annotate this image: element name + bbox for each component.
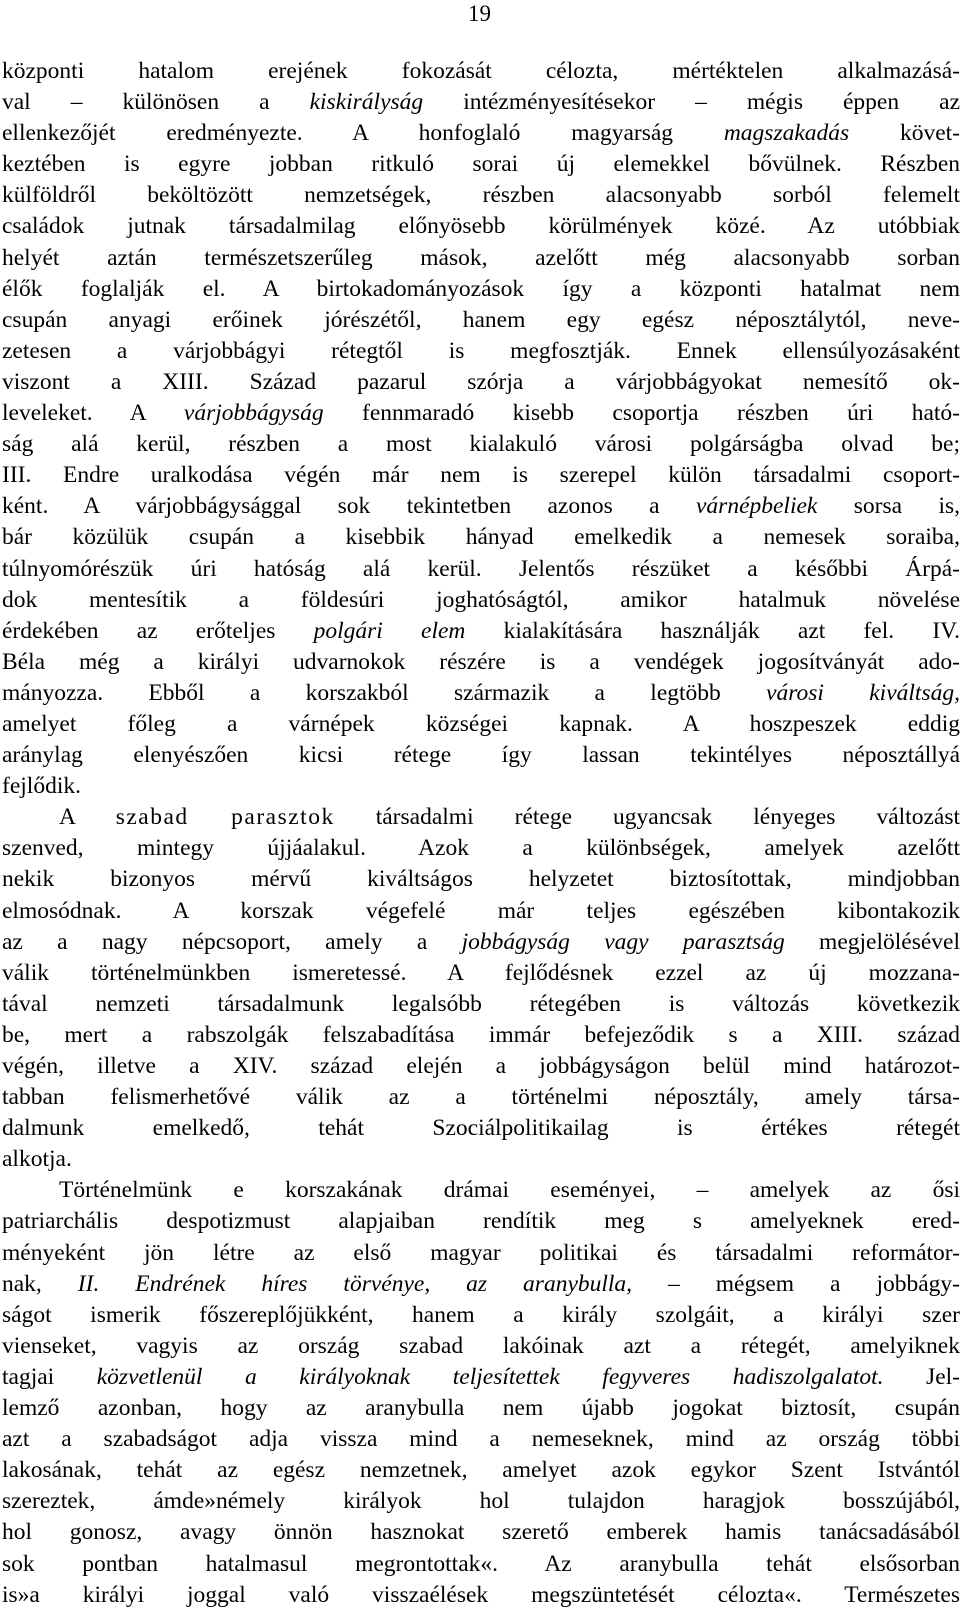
text-line — [2, 1517, 960, 1548]
text-line — [2, 1424, 960, 1455]
text-segment: túlnyomórészük úri hatóság alá kerül. Jelentős részüket a későbbi Árpá- — [2, 555, 960, 582]
text-line — [2, 491, 960, 522]
text-segment: viszont a XIII. Század pazarul szórja a várjobbágyokat nemesítő ok- — [2, 368, 960, 395]
text-segment: elmosódnak. A korszak végefelé már teljes egészében kibontakozik — [2, 897, 960, 924]
text-line — [2, 367, 960, 398]
text-segment: élők foglalják el. A birtokadományozások így a központi hatalmat nem — [2, 275, 960, 302]
text-segment: vienseket, vagyis az ország szabad lakóinak azt a rétegét, amelyiknek — [2, 1332, 960, 1359]
text-segment: A — [59, 804, 116, 831]
text-segment: szereztek, ámde»némely királyok hol tulajdon haragjok bosszújából, — [2, 1488, 960, 1515]
text-line — [2, 180, 960, 211]
text-segment: lakosának, tehát az egész nemzetnek, amelyet azok egykor Szent Istvántól — [2, 1457, 960, 1484]
text-line — [2, 554, 960, 585]
text-line — [2, 833, 960, 864]
text-segment: családok jutnak társadalmilag előnyösebb körülmények közé. Az utóbbiak — [2, 213, 960, 240]
text-line — [2, 989, 960, 1020]
text-segment: alkotja. — [2, 1146, 72, 1173]
text-segment: ként. A várjobbágysággal sok tekintetben azonos a — [2, 493, 696, 520]
text-segment: az a nagy népcsoport, amely a — [2, 928, 462, 955]
text-line — [2, 305, 960, 336]
text-segment: központi hatalom erejének fokozását célozta, mértéktelen alkalmazásá- — [2, 58, 960, 84]
text-line — [2, 1113, 960, 1144]
text-segment: Történelmünk e korszakának drámai eseményei, – amelyek az ősi — [59, 1177, 960, 1204]
text-line — [2, 274, 960, 305]
text-line — [2, 1269, 960, 1300]
text-line — [2, 429, 960, 460]
text-segment: helyét aztán természetszerűleg mások, azelőtt még alacsonyabb sorban — [2, 244, 960, 271]
text-line — [2, 460, 960, 491]
text-line — [2, 1175, 960, 1206]
text-segment: is»a királyi joggal való visszaélések megszüntetését célozta«. Természetes — [2, 1581, 960, 1608]
text-line — [2, 118, 960, 149]
text-segment: zetesen a várjobbágyi rétegtől is megfosztják. Ennek ellensúlyozásaként — [2, 337, 960, 364]
text-line — [2, 771, 960, 802]
text-line — [2, 1580, 960, 1611]
italic-text: városi kiváltság, — [766, 679, 960, 706]
text-line — [2, 616, 960, 647]
text-line — [2, 864, 960, 895]
text-line — [2, 1486, 960, 1517]
text-segment: bár közülük csupán a kisebbik hányad emelkedik a nemesek soraiba, — [2, 524, 960, 551]
text-line — [2, 211, 960, 242]
text-segment: válik történelmünkben ismeretessé. A fejlődésnek ezzel az új mozzana- — [2, 959, 960, 986]
text-segment: Béla még a királyi udvarnokok részére is a vendégek jogosítványát ado- — [2, 648, 960, 675]
text-line — [2, 896, 960, 927]
text-line — [2, 709, 960, 740]
text-segment: mányozza. Ebből a korszakból származik a legtöbb — [2, 679, 767, 706]
text-line — [2, 1144, 960, 1175]
text-segment: nekik bizonyos mérvű kiváltságos helyzetet biztosítottak, mindjobban — [2, 866, 960, 893]
text-line — [2, 522, 960, 553]
text-segment: tával nemzeti társadalmunk legalsóbb rétegében is változás következik — [2, 990, 960, 1017]
text-line — [2, 1549, 960, 1580]
text-line — [2, 1300, 960, 1331]
text-segment: ellenkezőjét eredményezte. A honfoglaló magyarság — [2, 120, 724, 147]
text-line — [2, 398, 960, 429]
text-line — [2, 87, 960, 118]
italic-text: jobbágyság vagy parasztság — [461, 928, 785, 955]
text-line — [2, 958, 960, 989]
text-segment: tabban felismerhetővé válik az a történelmi néposztály, amely társa- — [2, 1084, 960, 1111]
italic-text: II. Endrének híres törvénye, az aranybulla, — [77, 1270, 633, 1297]
text-line — [2, 927, 960, 958]
italic-text: várjobbágyság — [183, 400, 324, 427]
text-segment: azt a szabadságot adja vissza mind a nemeseknek, mind az ország többi — [2, 1426, 960, 1453]
text-segment: aránylag elenyészően kicsi rétege így lassan tekintélyes néposztállyá — [2, 742, 960, 769]
text-segment: érdekében az erőteljes — [2, 617, 314, 644]
text-segment: fejlődik. — [2, 773, 81, 800]
text-segment: leveleket. A — [2, 400, 184, 427]
italic-text: polgári elem — [313, 617, 466, 644]
text-line — [2, 585, 960, 616]
text-segment: csupán anyagi erőinek jórészétől, hanem egy egész néposztálytól, neve- — [2, 306, 960, 333]
page-number: 19 — [468, 1, 491, 26]
text-line — [2, 56, 960, 87]
text-line — [2, 802, 960, 833]
text-segment: III. Endre uralkodása végén már nem is szerepel külön társadalmi csoport- — [2, 462, 960, 489]
text-line — [2, 1362, 960, 1393]
text-segment: dalmunk emelkedő, tehát Szociálpolitikailag is értékes rétegét — [2, 1115, 960, 1142]
text-line — [2, 1238, 960, 1269]
text-segment: nak, — [2, 1270, 78, 1297]
text-line — [2, 243, 960, 274]
text-segment: Jel- — [883, 1363, 960, 1390]
text-line — [2, 1393, 960, 1424]
text-line — [2, 647, 960, 678]
text-segment: keztében is egyre jobban ritkuló sorai új elemekkel bővülnek. Részben — [2, 151, 960, 178]
text-segment: hol gonosz, avagy önnön hasznokat szerető emberek hamis tanácsadásából — [2, 1519, 960, 1546]
text-line — [2, 1455, 960, 1486]
text-line — [2, 740, 960, 771]
text-line — [2, 1082, 960, 1113]
text-line — [2, 336, 960, 367]
text-segment: intézményesítésekor – mégis éppen az — [423, 89, 960, 116]
text-segment: fennmaradó kisebb csoportja részben úri ható- — [323, 400, 960, 427]
text-segment: lemző azonban, hogy az aranybulla nem újabb jogokat biztosít, csupán — [2, 1395, 960, 1422]
text-line — [2, 1206, 960, 1237]
text-line — [2, 1051, 960, 1082]
text-segment: dok mentesítik a földesúri joghatóságtól, amikor hatalmuk növelése — [2, 586, 960, 613]
text-segment: társadalmi rétege ugyancsak lényeges változást — [334, 804, 960, 831]
text-segment: be, mert a rabszolgák felszabadítása immár befejeződik s a XIII. század — [2, 1021, 960, 1048]
italic-text: várnépbeliek — [696, 493, 818, 520]
text-segment: tagjai — [2, 1363, 97, 1390]
text-segment: ságot ismerik főszereplőjükként, hanem a király szolgáit, a királyi szer — [2, 1301, 960, 1328]
text-line — [2, 1020, 960, 1051]
italic-text: közvetlenül a királyoknak teljesítettek fegyveres hadiszolgalatot. — [96, 1363, 884, 1390]
text-segment: követ- — [849, 120, 960, 147]
text-segment: végén, illetve a XIV. század elején a jobbágyságon belül mind határozot- — [2, 1053, 960, 1079]
text-segment: ság alá kerül, részben a most kialakuló városi polgárságba olvad be; — [2, 431, 960, 458]
text-segment: – mégsem a jobbágy- — [632, 1270, 960, 1297]
italic-text: magszakadás — [723, 120, 850, 147]
spaced-text: szabad parasztok — [115, 804, 335, 831]
text-segment: megjelölésével — [784, 928, 960, 955]
text-segment: szenved, mintegy újjáalakul. Azok a különbségek, amelyek azelőtt — [2, 835, 960, 862]
text-line — [2, 1331, 960, 1362]
body-text — [2, 56, 960, 1611]
text-segment: sorsa is, — [817, 493, 960, 520]
text-segment: patriarchális despotizmust alapjaiban rendítik meg s amelyeknek ered- — [2, 1208, 960, 1235]
text-segment: sok pontban hatalmasul megrontottak«. Az aranybulla tehát elsősorban — [2, 1550, 960, 1577]
text-segment: külföldről beköltözött nemzetségek, részben alacsonyabb sorból felemelt — [2, 182, 960, 209]
text-segment: ményeként jön létre az első magyar politikai és társadalmi reformátor- — [2, 1239, 960, 1266]
text-line — [2, 149, 960, 180]
text-segment: amelyet főleg a várnépek községei kapnak. A hoszpeszek eddig — [2, 710, 960, 737]
text-line — [2, 678, 960, 709]
text-segment: kialakítására használják azt fel. IV. — [465, 617, 960, 644]
italic-text: kiskirályság — [309, 89, 424, 116]
text-segment: val – különösen a — [2, 89, 310, 116]
